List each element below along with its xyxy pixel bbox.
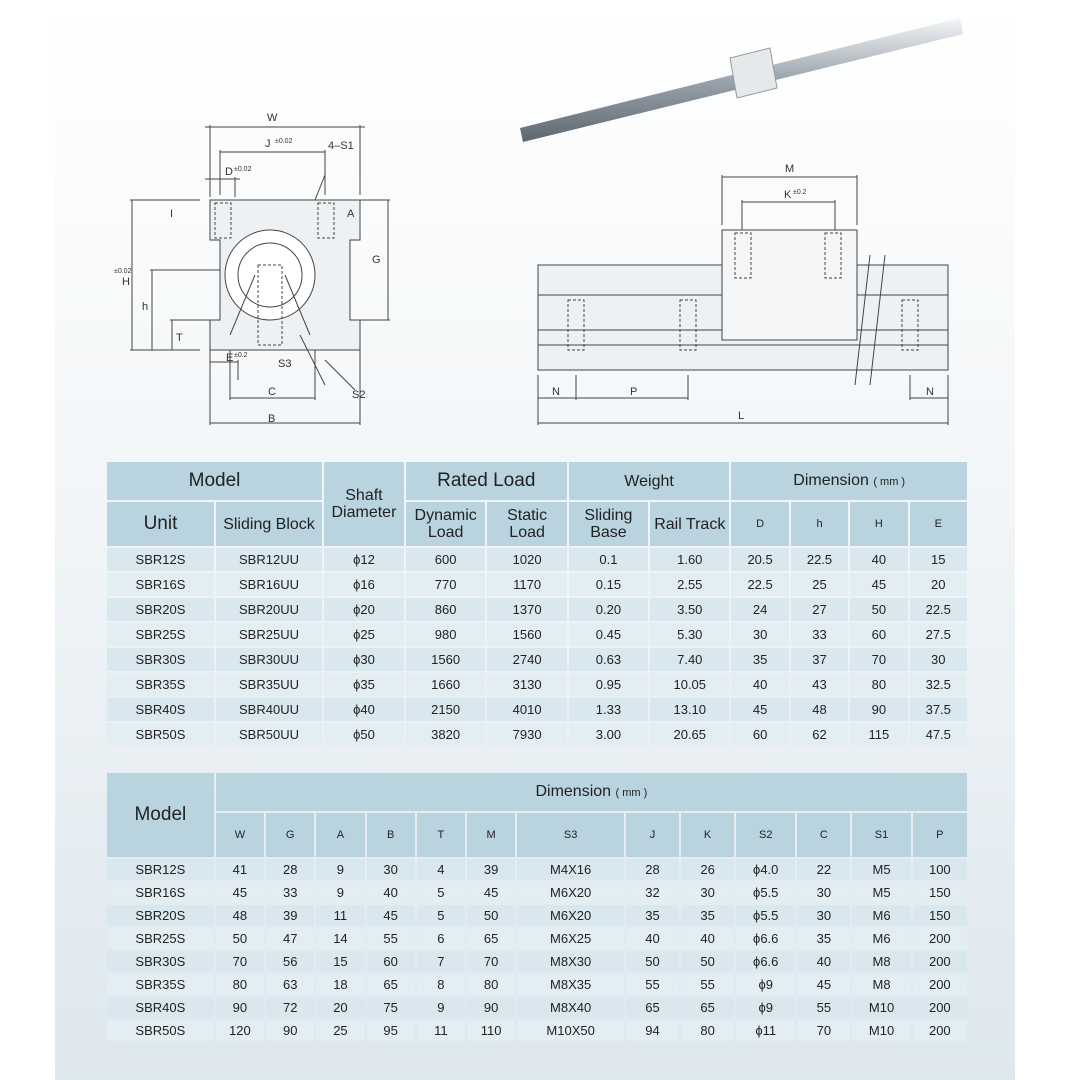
table-cell: 50 <box>216 928 264 949</box>
table-cell: 25 <box>791 573 848 596</box>
table-cell: SBR16S <box>107 573 214 596</box>
table-cell: 45 <box>216 882 264 903</box>
table-cell: 70 <box>797 1020 850 1041</box>
table-cell: SBR40S <box>107 997 214 1018</box>
column-header: K <box>681 813 734 857</box>
column-header: Static Load <box>487 502 566 546</box>
table-cell: 45 <box>797 974 850 995</box>
table-cell: 860 <box>406 598 486 621</box>
table-cell: ϕ6.6 <box>736 928 795 949</box>
table-row <box>107 951 967 972</box>
table-cell: 55 <box>681 974 734 995</box>
table-cell: 200 <box>913 974 967 995</box>
dim-i-label: I <box>170 208 174 220</box>
dimension-unit: ( mm ) <box>873 475 906 488</box>
dim-e-tol: ±0.2 <box>234 352 248 359</box>
table-cell: 0.15 <box>569 573 648 596</box>
table-cell: M6X25 <box>517 928 624 949</box>
table-cell: 40 <box>731 673 788 696</box>
table-cell: ϕ35 <box>324 673 404 696</box>
table-cell: 45 <box>850 573 907 596</box>
table-row <box>107 548 967 571</box>
table-cell: 65 <box>681 997 734 1018</box>
dim-d-tol: ±0.02 <box>234 166 252 173</box>
table-cell: 150 <box>913 882 967 903</box>
table-cell: SBR30S <box>107 951 214 972</box>
column-header: Unit <box>107 502 214 546</box>
column-header: W <box>216 813 264 857</box>
front-view-drawing <box>110 105 410 435</box>
table-cell: 3130 <box>487 673 566 696</box>
table-cell: 47 <box>266 928 314 949</box>
table-cell: 45 <box>731 698 788 721</box>
load-weight-spec-table <box>105 460 969 748</box>
table-cell: 100 <box>913 859 967 880</box>
column-header: J <box>626 813 679 857</box>
table-cell: 40 <box>797 951 850 972</box>
table-cell: 3820 <box>406 723 486 746</box>
table-cell: SBR20UU <box>216 598 322 621</box>
table-cell: 72 <box>266 997 314 1018</box>
table-cell: 65 <box>367 974 415 995</box>
table-cell: 50 <box>626 951 679 972</box>
table-cell: 48 <box>791 698 848 721</box>
column-header: C <box>797 813 850 857</box>
table-cell: SBR16UU <box>216 573 322 596</box>
table-cell: M6X20 <box>517 905 624 926</box>
table-cell: 0.63 <box>569 648 648 671</box>
table-row <box>107 573 967 596</box>
table-cell: 40 <box>626 928 679 949</box>
table-cell: 65 <box>626 997 679 1018</box>
table-cell: M8X40 <box>517 997 624 1018</box>
table-cell: 20.5 <box>731 548 788 571</box>
table-cell: 90 <box>467 997 515 1018</box>
table-cell: M4X16 <box>517 859 624 880</box>
header-rated-load: Rated Load <box>406 462 567 500</box>
table-cell: 1560 <box>487 623 566 646</box>
table-row <box>107 905 967 926</box>
table-cell: 55 <box>797 997 850 1018</box>
dim-s3-label: S3 <box>278 358 292 370</box>
table-row <box>107 997 967 1018</box>
table-cell: M6 <box>852 928 910 949</box>
table-cell: 33 <box>266 882 314 903</box>
table-cell: SBR40UU <box>216 698 322 721</box>
table-cell: SBR12UU <box>216 548 322 571</box>
table-cell: 30 <box>797 882 850 903</box>
table-cell: 9 <box>316 859 364 880</box>
column-header: M <box>467 813 515 857</box>
table-cell: 22.5 <box>910 598 967 621</box>
column-header: Sliding Block <box>216 502 322 546</box>
table-cell: 1370 <box>487 598 566 621</box>
column-header: A <box>316 813 364 857</box>
table-cell: M5 <box>852 882 910 903</box>
table-cell: 30 <box>681 882 734 903</box>
table-cell: 0.95 <box>569 673 648 696</box>
table-cell: 37.5 <box>910 698 967 721</box>
header-shaft-diameter: Shaft Diameter <box>324 462 404 546</box>
table-cell: SBR50UU <box>216 723 322 746</box>
table-cell: SBR20S <box>107 598 214 621</box>
table-cell: 50 <box>850 598 907 621</box>
table-row <box>107 623 967 646</box>
table-cell: 15 <box>316 951 364 972</box>
header-weight: Weight <box>569 462 730 500</box>
table-cell: 8 <box>417 974 465 995</box>
table-cell: 70 <box>850 648 907 671</box>
table-cell: 200 <box>913 1020 967 1041</box>
table-cell: 43 <box>791 673 848 696</box>
table-cell: 11 <box>417 1020 465 1041</box>
table-cell: 35 <box>626 905 679 926</box>
column-header: B <box>367 813 415 857</box>
table-cell: 41 <box>216 859 264 880</box>
column-header: S3 <box>517 813 624 857</box>
table-cell: ϕ9 <box>736 974 795 995</box>
table-cell: 60 <box>731 723 788 746</box>
column-header: Dynamic Load <box>406 502 486 546</box>
dim-a-label: A <box>347 208 355 220</box>
column-header: S2 <box>736 813 795 857</box>
column-header: E <box>910 502 967 546</box>
table-cell: 37 <box>791 648 848 671</box>
table-cell: SBR35S <box>107 673 214 696</box>
table-cell: 11 <box>316 905 364 926</box>
table-cell: 28 <box>266 859 314 880</box>
table-cell: 1020 <box>487 548 566 571</box>
column-header: h <box>791 502 848 546</box>
table-cell: 22.5 <box>791 548 848 571</box>
table-cell: 80 <box>467 974 515 995</box>
table-cell: 39 <box>467 859 515 880</box>
table-cell: M10 <box>852 1020 910 1041</box>
table-cell: 9 <box>316 882 364 903</box>
table-cell: 90 <box>850 698 907 721</box>
table-cell: 50 <box>681 951 734 972</box>
table-cell: 200 <box>913 951 967 972</box>
table-cell: 13.10 <box>650 698 729 721</box>
table-cell: ϕ6.6 <box>736 951 795 972</box>
table-cell: 25 <box>316 1020 364 1041</box>
table-cell: 1560 <box>406 648 486 671</box>
column-header: T <box>417 813 465 857</box>
table-cell: 95 <box>367 1020 415 1041</box>
column-header: H <box>850 502 907 546</box>
table-row <box>107 648 967 671</box>
table-cell: 980 <box>406 623 486 646</box>
dim-l-label: L <box>738 410 745 422</box>
table-row <box>107 882 967 903</box>
side-view-drawing <box>530 155 960 435</box>
dim-b-label: B <box>268 413 276 425</box>
table-cell: 90 <box>266 1020 314 1041</box>
table-cell: 2150 <box>406 698 486 721</box>
table-cell: 7930 <box>487 723 566 746</box>
table-cell: 45 <box>367 905 415 926</box>
dim-k-label: K <box>784 189 792 201</box>
table-cell: 55 <box>626 974 679 995</box>
dim-p-label: P <box>630 386 638 398</box>
table-cell: ϕ16 <box>324 573 404 596</box>
column-header: G <box>266 813 314 857</box>
table-cell: 200 <box>913 997 967 1018</box>
table-cell: 30 <box>367 859 415 880</box>
table-cell: 20 <box>910 573 967 596</box>
table-cell: 35 <box>681 905 734 926</box>
table-cell: SBR20S <box>107 905 214 926</box>
header-model: Model <box>107 773 214 857</box>
table-cell: 48 <box>216 905 264 926</box>
column-header: P <box>913 813 967 857</box>
table-cell: 60 <box>367 951 415 972</box>
table-cell: 80 <box>850 673 907 696</box>
table-cell: 2.55 <box>650 573 729 596</box>
table-cell: 45 <box>467 882 515 903</box>
table-cell: 55 <box>367 928 415 949</box>
table-cell: 2740 <box>487 648 566 671</box>
table-cell: M6 <box>852 905 910 926</box>
table-cell: 32 <box>626 882 679 903</box>
table-cell: SBR12S <box>107 548 214 571</box>
table-cell: SBR25S <box>107 928 214 949</box>
table-cell: ϕ5.5 <box>736 905 795 926</box>
table-cell: M8 <box>852 974 910 995</box>
table-cell: 94 <box>626 1020 679 1041</box>
table-cell: 22.5 <box>731 573 788 596</box>
table-cell: 770 <box>406 573 486 596</box>
table-cell: 27.5 <box>910 623 967 646</box>
table-cell: 56 <box>266 951 314 972</box>
table-cell: 6 <box>417 928 465 949</box>
table-cell: ϕ11 <box>736 1020 795 1041</box>
table-cell: 35 <box>797 928 850 949</box>
table-row <box>107 598 967 621</box>
dim-j-tol: ±0.02 <box>275 138 293 145</box>
table-row <box>107 723 967 746</box>
table-cell: ϕ25 <box>324 623 404 646</box>
dim-n-left-label: N <box>552 386 560 398</box>
table-cell: SBR30UU <box>216 648 322 671</box>
table-cell: 63 <box>266 974 314 995</box>
table-cell: 40 <box>367 882 415 903</box>
table-cell: ϕ9 <box>736 997 795 1018</box>
dim-e-label: E <box>226 352 234 364</box>
table-cell: 1170 <box>487 573 566 596</box>
table-cell: 75 <box>367 997 415 1018</box>
table-cell: 40 <box>850 548 907 571</box>
table-cell: 26 <box>681 859 734 880</box>
table-cell: 50 <box>467 905 515 926</box>
table-cell: M10X50 <box>517 1020 624 1041</box>
column-header: S1 <box>852 813 910 857</box>
header-model: Model <box>107 462 322 500</box>
dim-k-tol: ±0.2 <box>793 189 807 196</box>
table-cell: 80 <box>681 1020 734 1041</box>
table-cell: 30 <box>910 648 967 671</box>
dimension-spec-table <box>105 771 969 1043</box>
table-cell: 30 <box>797 905 850 926</box>
table-cell: SBR16S <box>107 882 214 903</box>
table-cell: SBR12S <box>107 859 214 880</box>
table-row <box>107 673 967 696</box>
table-cell: 0.20 <box>569 598 648 621</box>
table-cell: SBR50S <box>107 723 214 746</box>
table-row <box>107 859 967 880</box>
dim-m-label: M <box>785 163 795 175</box>
dim-s2-label: S2 <box>352 389 366 401</box>
table-cell: ϕ5.5 <box>736 882 795 903</box>
table-cell: 65 <box>467 928 515 949</box>
table-cell: 32.5 <box>910 673 967 696</box>
dim-h-upper-label: H <box>122 276 130 288</box>
table-cell: 150 <box>913 905 967 926</box>
table-cell: M8 <box>852 951 910 972</box>
table-cell: M6X20 <box>517 882 624 903</box>
table-cell: ϕ50 <box>324 723 404 746</box>
table-cell: 90 <box>216 997 264 1018</box>
table-cell: ϕ30 <box>324 648 404 671</box>
table-cell: SBR35UU <box>216 673 322 696</box>
dim-j-label: J <box>265 138 271 150</box>
column-header: D <box>731 502 788 546</box>
table-row <box>107 974 967 995</box>
table-row <box>107 1020 967 1041</box>
table-cell: 20 <box>316 997 364 1018</box>
table-cell: 47.5 <box>910 723 967 746</box>
table-cell: 10.05 <box>650 673 729 696</box>
table-cell: 3.00 <box>569 723 648 746</box>
table-cell: SBR25UU <box>216 623 322 646</box>
table-cell: ϕ20 <box>324 598 404 621</box>
dim-h-lower-label: h <box>142 301 149 313</box>
dim-n-right-label: N <box>926 386 934 398</box>
dim-d-label: D <box>225 166 233 178</box>
table-cell: SBR40S <box>107 698 214 721</box>
table-cell: 115 <box>850 723 907 746</box>
table-cell: 33 <box>791 623 848 646</box>
dimension-title: Dimension <box>793 471 869 489</box>
dim-g-label: G <box>372 254 381 266</box>
table-cell: SBR50S <box>107 1020 214 1041</box>
header-dimension <box>731 462 967 500</box>
table-cell: SBR30S <box>107 648 214 671</box>
dim-t-label: T <box>176 332 183 344</box>
header-dimension <box>216 773 967 811</box>
table-row <box>107 928 967 949</box>
dim-w-label: W <box>267 112 278 124</box>
column-header: Sliding Base <box>569 502 648 546</box>
table-cell: 24 <box>731 598 788 621</box>
table-cell: 7.40 <box>650 648 729 671</box>
table-cell: 1660 <box>406 673 486 696</box>
table-cell: 200 <box>913 928 967 949</box>
table-cell: M10 <box>852 997 910 1018</box>
table-cell: 22 <box>797 859 850 880</box>
table-cell: 70 <box>467 951 515 972</box>
table-cell: 15 <box>910 548 967 571</box>
table-cell: 14 <box>316 928 364 949</box>
table-cell: M8X35 <box>517 974 624 995</box>
table-cell: 0.45 <box>569 623 648 646</box>
table-cell: 7 <box>417 951 465 972</box>
table-cell: 4 <box>417 859 465 880</box>
table-cell: 5 <box>417 905 465 926</box>
table-cell: 5 <box>417 882 465 903</box>
table-cell: M8X30 <box>517 951 624 972</box>
table-cell: 80 <box>216 974 264 995</box>
table-cell: ϕ40 <box>324 698 404 721</box>
dim-s1-label: 4–S1 <box>328 140 354 152</box>
table-cell: 9 <box>417 997 465 1018</box>
table-cell: 30 <box>731 623 788 646</box>
dim-h-tol: ±0.02 <box>114 268 132 275</box>
table-cell: 4010 <box>487 698 566 721</box>
dim-c-label: C <box>268 386 276 398</box>
table-cell: 18 <box>316 974 364 995</box>
table-cell: 0.1 <box>569 548 648 571</box>
table-cell: ϕ12 <box>324 548 404 571</box>
table-cell: 20.65 <box>650 723 729 746</box>
table-cell: 3.50 <box>650 598 729 621</box>
table-cell: SBR35S <box>107 974 214 995</box>
column-header: Rail Track <box>650 502 729 546</box>
product-photo-rail <box>515 10 965 150</box>
table-row <box>107 698 967 721</box>
table-cell: 27 <box>791 598 848 621</box>
table-cell: 1.33 <box>569 698 648 721</box>
table-cell: ϕ4.0 <box>736 859 795 880</box>
dimension-unit: ( mm ) <box>615 786 648 799</box>
table-cell: 35 <box>731 648 788 671</box>
table-cell: 40 <box>681 928 734 949</box>
table-cell: M5 <box>852 859 910 880</box>
table-cell: SBR25S <box>107 623 214 646</box>
table-cell: 39 <box>266 905 314 926</box>
table-cell: 60 <box>850 623 907 646</box>
table-cell: 110 <box>467 1020 515 1041</box>
table-cell: 28 <box>626 859 679 880</box>
dimension-title: Dimension <box>535 782 612 800</box>
table-cell: 600 <box>406 548 486 571</box>
table-cell: 62 <box>791 723 848 746</box>
table-cell: 70 <box>216 951 264 972</box>
table-cell: 120 <box>216 1020 264 1041</box>
table-cell: 5.30 <box>650 623 729 646</box>
table-cell: 1.60 <box>650 548 729 571</box>
